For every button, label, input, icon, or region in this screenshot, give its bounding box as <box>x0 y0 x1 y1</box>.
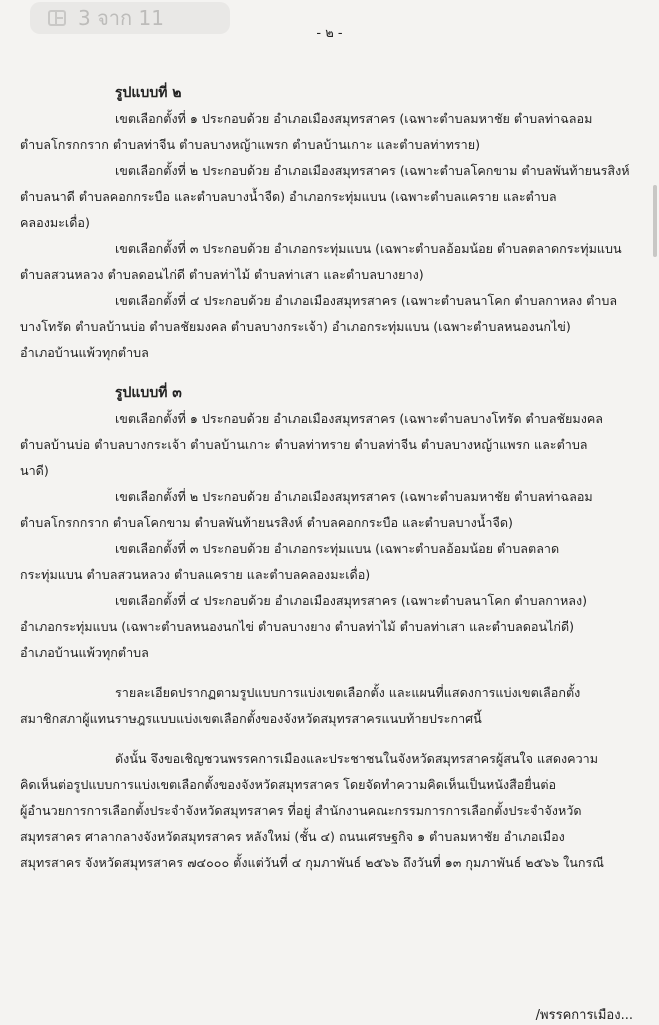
paragraph-line: นาดี) <box>20 463 49 478</box>
paragraph-line: รายละเอียดปรากฏตามรูปแบบการแบ่งเขตเลือกตั้ง และแผนที่แสดงการแบ่งเขตเลือกตั้ง <box>115 685 581 700</box>
paragraph-line: เขตเลือกตั้งที่ ๒ ประกอบด้วย อำเภอเมืองสมุทรสาคร (เฉพาะตำบลมหาชัย ตำบลท่าฉลอม <box>115 489 593 504</box>
paragraph-line: สมุทรสาคร จังหวัดสมุทรสาคร ๗๔๐๐๐ ตั้งแต่วันที่ ๔ กุมภาพันธ์ ๒๕๖๖ ถึงวันที่ ๑๓ กุมภาพันธ์ ๒๕๖๖ ในกรณี <box>20 855 604 870</box>
paragraph-line: เขตเลือกตั้งที่ ๔ ประกอบด้วย อำเภอเมืองสมุทรสาคร (เฉพาะตำบลนาโคก ตำบลกาหลง) <box>115 593 588 608</box>
paragraph-line: ผู้อำนวยการการเลือกตั้งประจำจังหวัดสมุทรสาคร ที่อยู่ สำนักงานคณะกรรมการการเลือกตั้งประจำจังหวัด <box>20 803 582 818</box>
paragraph-line: สมาชิกสภาผู้แทนราษฎรแบบแบ่งเขตเลือกตั้งของจังหวัดสมุทรสาครแนบท้ายประกาศนี้ <box>20 711 482 726</box>
paragraph-line: เขตเลือกตั้งที่ ๓ ประกอบด้วย อำเภอกระทุ่มแบน (เฉพาะตำบลอ้อมน้อย ตำบลตลาด <box>115 541 560 556</box>
page-indicator-label: 3 จาก 11 <box>78 6 164 30</box>
paragraph-line: กระทุ่มแบน ตำบลสวนหลวง ตำบลแคราย และตำบลคลองมะเดื่อ) <box>20 567 371 582</box>
section-heading: รูปแบบที่ ๒ <box>115 85 182 101</box>
paragraph-line: เขตเลือกตั้งที่ ๓ ประกอบด้วย อำเภอกระทุ่มแบน (เฉพาะตำบลอ้อมน้อย ตำบลตลาดกระทุ่มแบน <box>115 241 622 256</box>
paragraph-line: อำเภอกระทุ่มแบน (เฉพาะตำบลหนองนกไข่ ตำบลบางยาง ตำบลท่าไม้ ตำบลท่าเสา และตำบลดอนไก่ดี) <box>20 619 575 634</box>
section-heading: รูปแบบที่ ๓ <box>115 385 182 401</box>
paragraph-line: ตำบลนาดี ตำบลคอกกระบือ และตำบลบางน้ำจืด) อำเภอกระทุ่มแบน (เฉพาะตำบลแคราย และตำบล <box>20 189 557 204</box>
paragraph-line: ดังนั้น จึงขอเชิญชวนพรรคการเมืองและประชาชนในจังหวัดสมุทรสาครผู้สนใจ แสดงความ <box>115 751 599 766</box>
paragraph-line: เขตเลือกตั้งที่ ๑ ประกอบด้วย อำเภอเมืองสมุทรสาคร (เฉพาะตำบลบางโทรัด ตำบลชัยมงคล <box>115 411 604 426</box>
paragraph-line: อำเภอบ้านแพ้วทุกตำบล <box>20 345 149 360</box>
scrollbar-thumb[interactable] <box>653 185 657 257</box>
paragraph-line: ตำบลโกรกกราก ตำบลโคกขาม ตำบลพันท้ายนรสิงห์ ตำบลคอกกระบือ และตำบลบางน้ำจืด) <box>20 515 513 530</box>
paragraph-line: ตำบลโกรกกราก ตำบลท่าจีน ตำบลบางหญ้าแพรก ตำบลบ้านเกาะ และตำบลท่าทราย) <box>20 137 481 152</box>
continuation-note: /พรรคการเมือง... <box>535 1008 633 1023</box>
paragraph-line: ตำบลสวนหลวง ตำบลดอนไก่ดี ตำบลท่าไม้ ตำบลท่าเสา และตำบลบางยาง) <box>20 267 424 282</box>
document-body <box>20 80 632 876</box>
paragraph-line: เขตเลือกตั้งที่ ๔ ประกอบด้วย อำเภอเมืองสมุทรสาคร (เฉพาะตำบลนาโคก ตำบลกาหลง ตำบล <box>115 293 618 308</box>
paragraph-line: คลองมะเดื่อ) <box>20 215 90 230</box>
paragraph-line: เขตเลือกตั้งที่ ๒ ประกอบด้วย อำเภอเมืองสมุทรสาคร (เฉพาะตำบลโคกขาม ตำบลพันท้ายนรสิงห์ <box>115 163 630 178</box>
paragraph-line: ตำบลบ้านบ่อ ตำบลบางกระเจ้า ตำบลบ้านเกาะ ตำบลท่าทราย ตำบลท่าจีน ตำบลบางหญ้าแพรก และตำบล <box>20 437 588 452</box>
paragraph-line: คิดเห็นต่อรูปแบบการแบ่งเขตเลือกตั้งของจังหวัดสมุทรสาคร โดยจัดทำความคิดเห็นเป็นหนังสือยื่นต่อ <box>20 777 557 792</box>
paragraph-line: อำเภอบ้านแพ้วทุกตำบล <box>20 645 149 660</box>
paragraph-line: เขตเลือกตั้งที่ ๑ ประกอบด้วย อำเภอเมืองสมุทรสาคร (เฉพาะตำบลมหาชัย ตำบลท่าฉลอม <box>115 111 593 126</box>
paragraph-line: บางโทรัด ตำบลบ้านบ่อ ตำบลชัยมงคล ตำบลบางกระเจ้า) อำเภอกระทุ่มแบน (เฉพาะตำบลหนองนกไข่) <box>20 319 571 334</box>
page-number: - ๒ - <box>316 26 343 41</box>
paragraph-line: สมุทรสาคร ศาลากลางจังหวัดสมุทรสาคร หลังใหม่ (ชั้น ๔) ถนนเศรษฐกิจ ๑ ตำบลมหาชัย อำเภอเมือง <box>20 829 565 844</box>
